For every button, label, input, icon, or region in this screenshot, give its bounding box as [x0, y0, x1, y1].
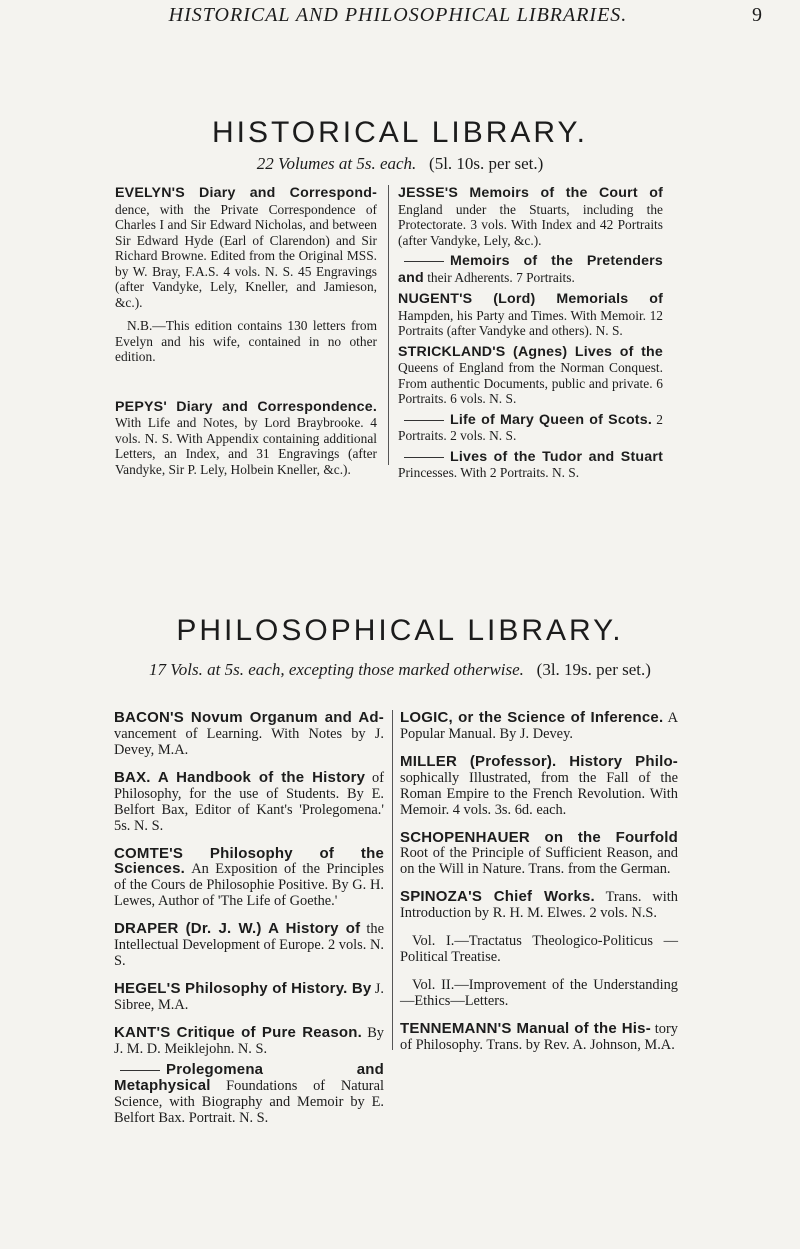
historical-subtitle-volumes: 22 Volumes at 5s. each. — [256, 154, 417, 173]
entry-heading: TENNEMANN'S Manual of the His- — [400, 1020, 651, 1037]
entry-heading: SPINOZA'S Chief Works. — [400, 888, 595, 905]
ditto-dash — [404, 420, 444, 421]
historical-library-title: HISTORICAL LIBRARY. — [211, 116, 588, 149]
entry-tennemann — [400, 1021, 678, 1053]
entry-body: A Popular Manual. By J. Devey. — [400, 710, 678, 742]
entry-heading: KANT'S Critique of Pure Reason. — [114, 1024, 362, 1041]
entry-kant-prolegomena — [114, 1062, 384, 1126]
entry-heading: Life of Mary Queen of Scots. — [450, 411, 652, 428]
entry-body: With Life and Notes, by Lord Braybrooke. 4 vols. N. S. With Appendix containing additional Letters, an Index, and 31 Engravings (after Vandyke, Sir P. Lely, Holbein Kneller, &c.). — [115, 415, 377, 477]
entry-body: Root of the Principle of Sufficient Reason, and on the Will in Nature. Trans. from the German. — [400, 845, 678, 877]
entry-bax — [114, 770, 384, 834]
entry-jesse-pretenders — [398, 253, 663, 286]
entry-spinoza-vol2 — [400, 977, 678, 1009]
entry-body: Princesses. With 2 Portraits. N. S. — [398, 465, 580, 480]
entry-hegel — [114, 981, 384, 1013]
philosophical-subtitle-price: (3l. 19s. per set.) — [536, 660, 651, 679]
entry-strickland-mary — [398, 412, 663, 444]
entry-heading: BAX. A Handbook of the History — [114, 768, 366, 786]
entry-body: 2 Portraits. 2 vols. N. S. — [398, 411, 663, 443]
column-divider — [388, 185, 389, 465]
entry-body: their Adherents. 7 Portraits. — [427, 269, 575, 285]
entry-evelyn-note — [115, 318, 377, 365]
entry-heading: STRICKLAND'S (Agnes) Lives of the — [398, 343, 663, 360]
entry-body: An Exposition of the Principles of the Cours de Philosophie Positive. By G. H. Lewes, Author of 'The Life of Goethe.' — [114, 861, 384, 909]
entry-heading: Memoirs of the Pretenders and — [398, 253, 663, 286]
entry-body: Queens of England from the Norman Conquest. From authentic Documents, public and private. 6 Portraits. 6 vols. N. S. — [398, 360, 663, 406]
entry-heading: COMTE'S Philosophy of the Sciences. — [114, 844, 384, 877]
entry-heading: BACON'S Novum Organum and Ad- — [114, 709, 384, 726]
philosophical-left-column — [114, 710, 384, 1138]
entry-body: Vol. I.—Tractatus Theologico-Politicus —Political Treatise. — [400, 933, 678, 965]
entry-strickland-tudor — [398, 449, 663, 481]
entry-spinoza — [400, 889, 678, 921]
entry-heading: HEGEL'S Philosophy of History. By — [114, 980, 372, 997]
entry-body: vancement of Learning. With Notes by J. Devey, M.A. — [114, 725, 384, 758]
historical-right-column — [398, 185, 663, 486]
entry-miller — [400, 754, 678, 818]
entry-heading: DRAPER (Dr. J. W.) A History of — [114, 920, 361, 937]
entry-body: the Intellectual Development of Europe. 2 vols. N. S. — [114, 921, 384, 969]
entry-strickland — [398, 344, 663, 407]
philosophical-library-subtitle — [40, 660, 760, 680]
running-head: HISTORICAL AND PHILOSOPHICAL LIBRARIES. — [168, 4, 628, 26]
entry-body: dence, with the Private Correspondence of Charles I and Sir Edward Nicholas, and between Sir Edward Hyde (Earl of Clarendon) and Sir Richard Browne. Edited from the Original MSS. by W. Bray, F.A.S. 4 vols. N. S. 45 Engravings (after Vandyke, Lely, Kneller, and Jamieson, &c.). — [115, 201, 377, 310]
ditto-dash — [120, 1070, 160, 1071]
entry-body: England under the Stuarts, including the Protectorate. 3 vols. With Index and 42 Portraits (after Vandyke, Lely, &c.). — [398, 201, 663, 248]
philosophical-subtitle-volumes: 17 Vols. at 5s. each, excepting those marked otherwise. — [149, 660, 524, 679]
entry-heading: JESSE'S Memoirs of the Court of — [398, 185, 663, 201]
historical-subtitle-price: (5l. 10s. per set.) — [429, 154, 544, 173]
page-number: 9 — [752, 4, 762, 26]
entry-logic — [400, 710, 678, 742]
column-divider — [392, 710, 393, 1050]
entry-body: By J. M. D. Meiklejohn. N. S. — [114, 1025, 384, 1057]
entry-heading: EVELYN'S Diary and Correspond- — [115, 185, 377, 201]
entry-heading: Lives of the Tudor and Stuart — [450, 448, 663, 465]
entry-heading: PEPYS' Diary and Correspondence. — [115, 398, 377, 415]
entry-spinoza-vol1 — [400, 933, 678, 965]
entry-body: J. Sibree, M.A. — [114, 981, 384, 1013]
historical-left-column — [115, 185, 377, 489]
entry-heading: NUGENT'S (Lord) Memorials of — [398, 291, 663, 307]
ditto-dash — [404, 457, 444, 458]
entry-evelyn — [115, 185, 377, 310]
entry-pepys — [115, 399, 377, 478]
entry-bacon — [114, 710, 384, 758]
philosophical-library-title: PHILOSOPHICAL LIBRARY. — [176, 614, 624, 647]
entry-heading: Prolegomena and Metaphysical — [114, 1061, 384, 1094]
philosophical-right-column — [400, 710, 678, 1065]
entry-kant — [114, 1025, 384, 1057]
entry-body: sophically Illustrated, from the Fall of the Roman Empire to the French Revolution. With Memoir. 4 vols. 3s. 6d. each. — [400, 769, 678, 818]
ditto-dash — [404, 261, 444, 262]
entry-body: Vol. II.—Improvement of the Understanding—Ethics—Letters. — [400, 977, 678, 1009]
entry-jesse — [398, 185, 663, 248]
entry-body: Trans. with Introduction by R. H. M. Elwes. 2 vols. N.S. — [400, 889, 678, 921]
entry-heading: LOGIC, or the Science of Inference. — [400, 709, 664, 726]
entry-body: tory of Philosophy. Trans. by Rev. A. Johnson, M.A. — [400, 1021, 678, 1053]
entry-draper — [114, 921, 384, 969]
entry-nugent — [398, 291, 663, 339]
entry-body: N.B.—This edition contains 130 letters from Evelyn and his wife, contained in no other edition. — [115, 318, 377, 364]
entry-body: Hampden, his Party and Times. With Memoir. 12 Portraits (after Vandyke and others). N. S. — [398, 307, 663, 338]
entry-body: of Philosophy, for the use of Students. By E. Belfort Bax, Editor of Kant's 'Prolegomena.' 5s. N. S. — [114, 769, 384, 834]
entry-heading: MILLER (Professor). History Philo- — [400, 753, 678, 770]
entry-body: Foundations of Natural Science, with Biography and Memoir by E. Belfort Bax. Portrait. N. S. — [114, 1077, 384, 1126]
entry-schopenhauer — [400, 830, 678, 878]
entry-heading: SCHOPENHAUER on the Fourfold — [400, 828, 678, 846]
historical-library-subtitle — [40, 154, 760, 174]
entry-comte — [114, 846, 384, 910]
